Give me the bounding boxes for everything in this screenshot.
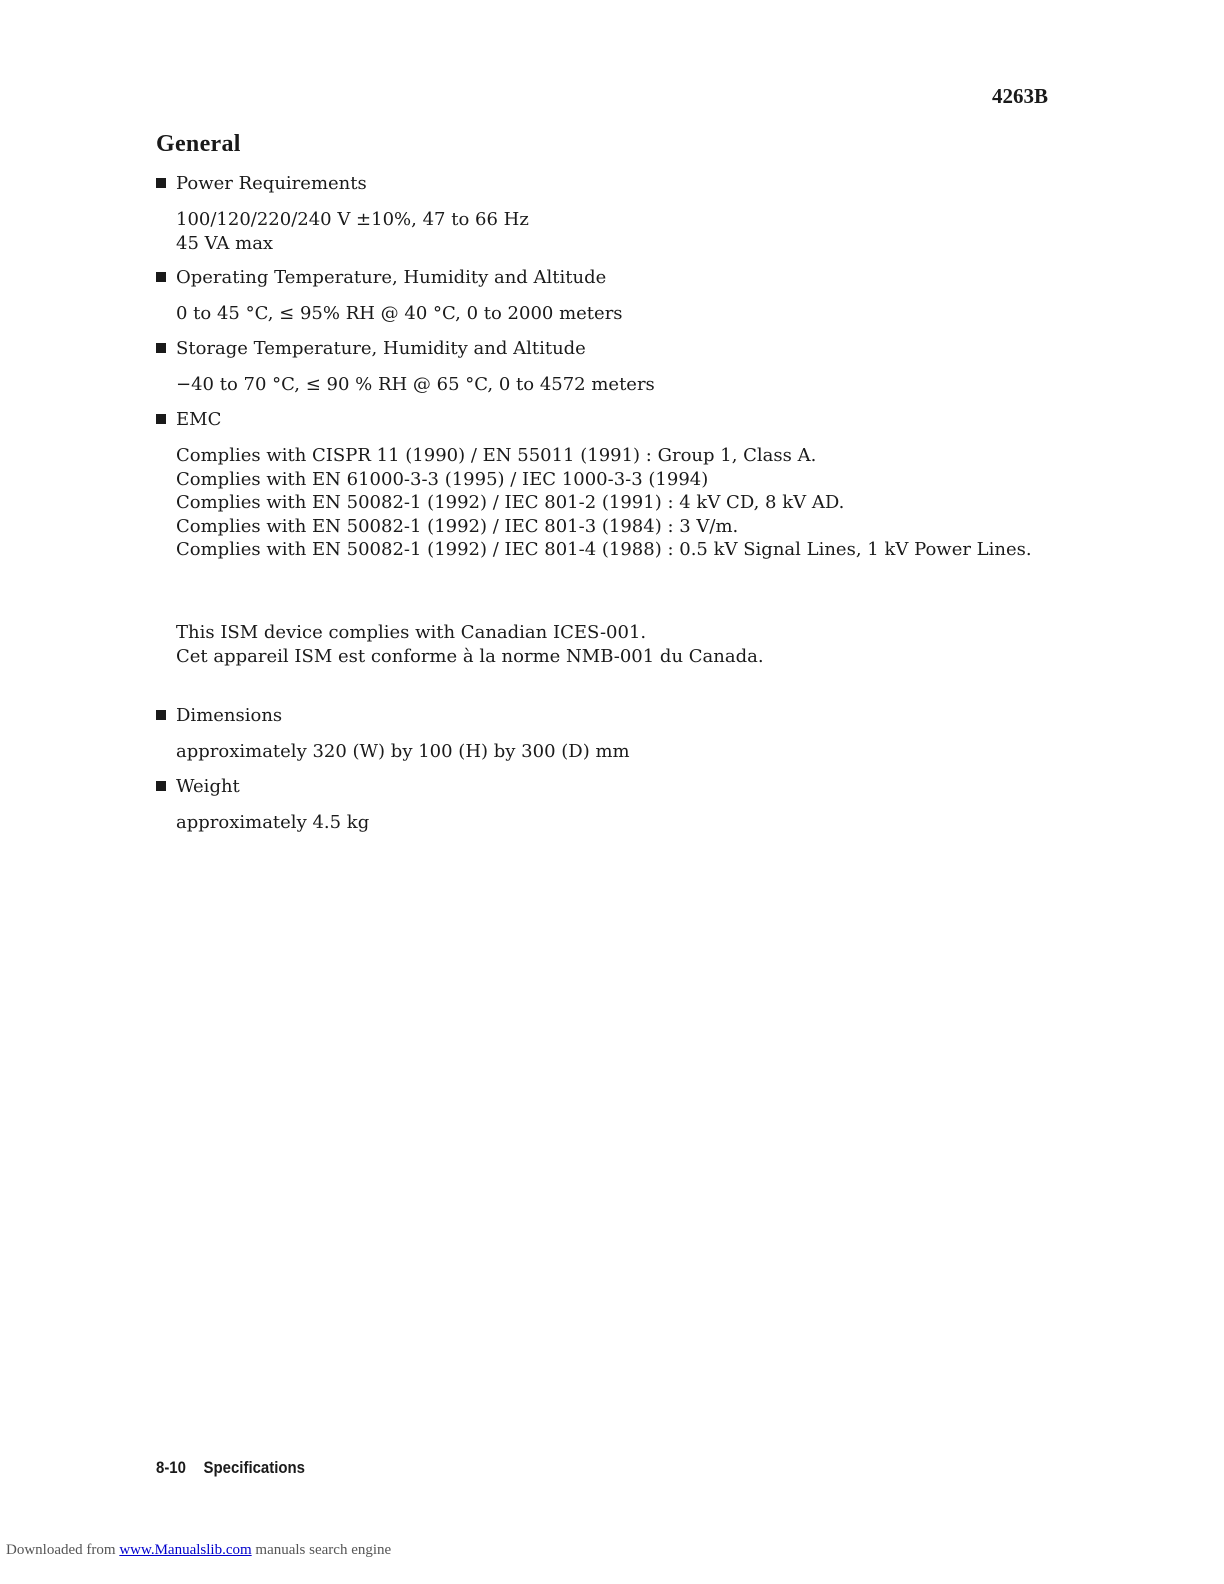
- page-number: 8-10: [156, 1458, 186, 1477]
- detail-line: 0 to 45 °C, ≤ 95% RH @ 40 °C, 0 to 2000 meters: [176, 303, 623, 324]
- list-item-storage-conditions: [156, 338, 586, 360]
- list-item-weight: [156, 776, 240, 798]
- bullet-icon: [156, 710, 166, 720]
- detail-line: approximately 320 (W) by 100 (H) by 300 (D) mm: [176, 741, 630, 762]
- footer-section-name: Specifications: [203, 1458, 305, 1477]
- bullet-icon: [156, 414, 166, 424]
- bullet-icon: [156, 781, 166, 791]
- section-title: General: [156, 131, 241, 157]
- bullet-icon: [156, 272, 166, 282]
- emc-compliance-lines: [176, 444, 1032, 562]
- power-requirements-details: [176, 208, 529, 255]
- detail-line: Complies with CISPR 11 (1990) / EN 55011 (1991) : Group 1, Class A.: [176, 445, 817, 466]
- ices-notice: [176, 621, 764, 668]
- manualslib-link[interactable]: www.Manualslib.com: [119, 1542, 252, 1558]
- item-label: Operating Temperature, Humidity and Altitude: [176, 267, 607, 288]
- detail-line: −40 to 70 °C, ≤ 90 % RH @ 65 °C, 0 to 4572 meters: [176, 374, 655, 395]
- detail-line: Complies with EN 50082-1 (1992) / IEC 801-4 (1988) : 0.5 kV Signal Lines, 1 kV Power Lines.: [176, 539, 1032, 560]
- weight-details: [176, 811, 369, 835]
- item-label: Storage Temperature, Humidity and Altitude: [176, 338, 586, 359]
- operating-conditions-details: [176, 302, 623, 326]
- detail-line: Complies with EN 50082-1 (1992) / IEC 801-3 (1984) : 3 V/m.: [176, 515, 739, 537]
- list-item-power-requirements: [156, 173, 367, 195]
- notice-line: This ISM device complies with Canadian ICES-001.: [176, 622, 647, 643]
- bullet-icon: [156, 343, 166, 353]
- notice-line: Cet appareil ISM est conforme à la norme NMB-001 du Canada.: [176, 645, 764, 667]
- storage-conditions-details: [176, 373, 655, 397]
- item-label: Power Requirements: [176, 173, 367, 194]
- item-label: Dimensions: [176, 705, 283, 726]
- detail-line: 100/120/220/240 V ±10%, 47 to 66 Hz: [176, 209, 529, 230]
- page-footer: [156, 1458, 305, 1478]
- source-suffix: manuals search engine: [255, 1542, 392, 1558]
- model-number: 4263B: [991, 84, 1048, 108]
- detail-line: Complies with EN 50082-1 (1992) / IEC 801-2 (1991) : 4 kV CD, 8 kV AD.: [176, 492, 845, 513]
- list-item-dimensions: [156, 705, 282, 727]
- download-source: [6, 1542, 391, 1559]
- list-item-operating-conditions: [156, 267, 606, 289]
- source-prefix: Downloaded from: [6, 1542, 116, 1558]
- detail-line: approximately 4.5 kg: [176, 812, 370, 833]
- dimensions-details: [176, 740, 630, 764]
- list-item-emc: [156, 409, 221, 431]
- detail-line: 45 VA max: [176, 232, 274, 254]
- detail-line: Complies with EN 61000-3-3 (1995) / IEC 1000-3-3 (1994): [176, 468, 709, 490]
- item-label: EMC: [176, 409, 222, 430]
- bullet-icon: [156, 178, 166, 188]
- item-label: Weight: [176, 776, 240, 797]
